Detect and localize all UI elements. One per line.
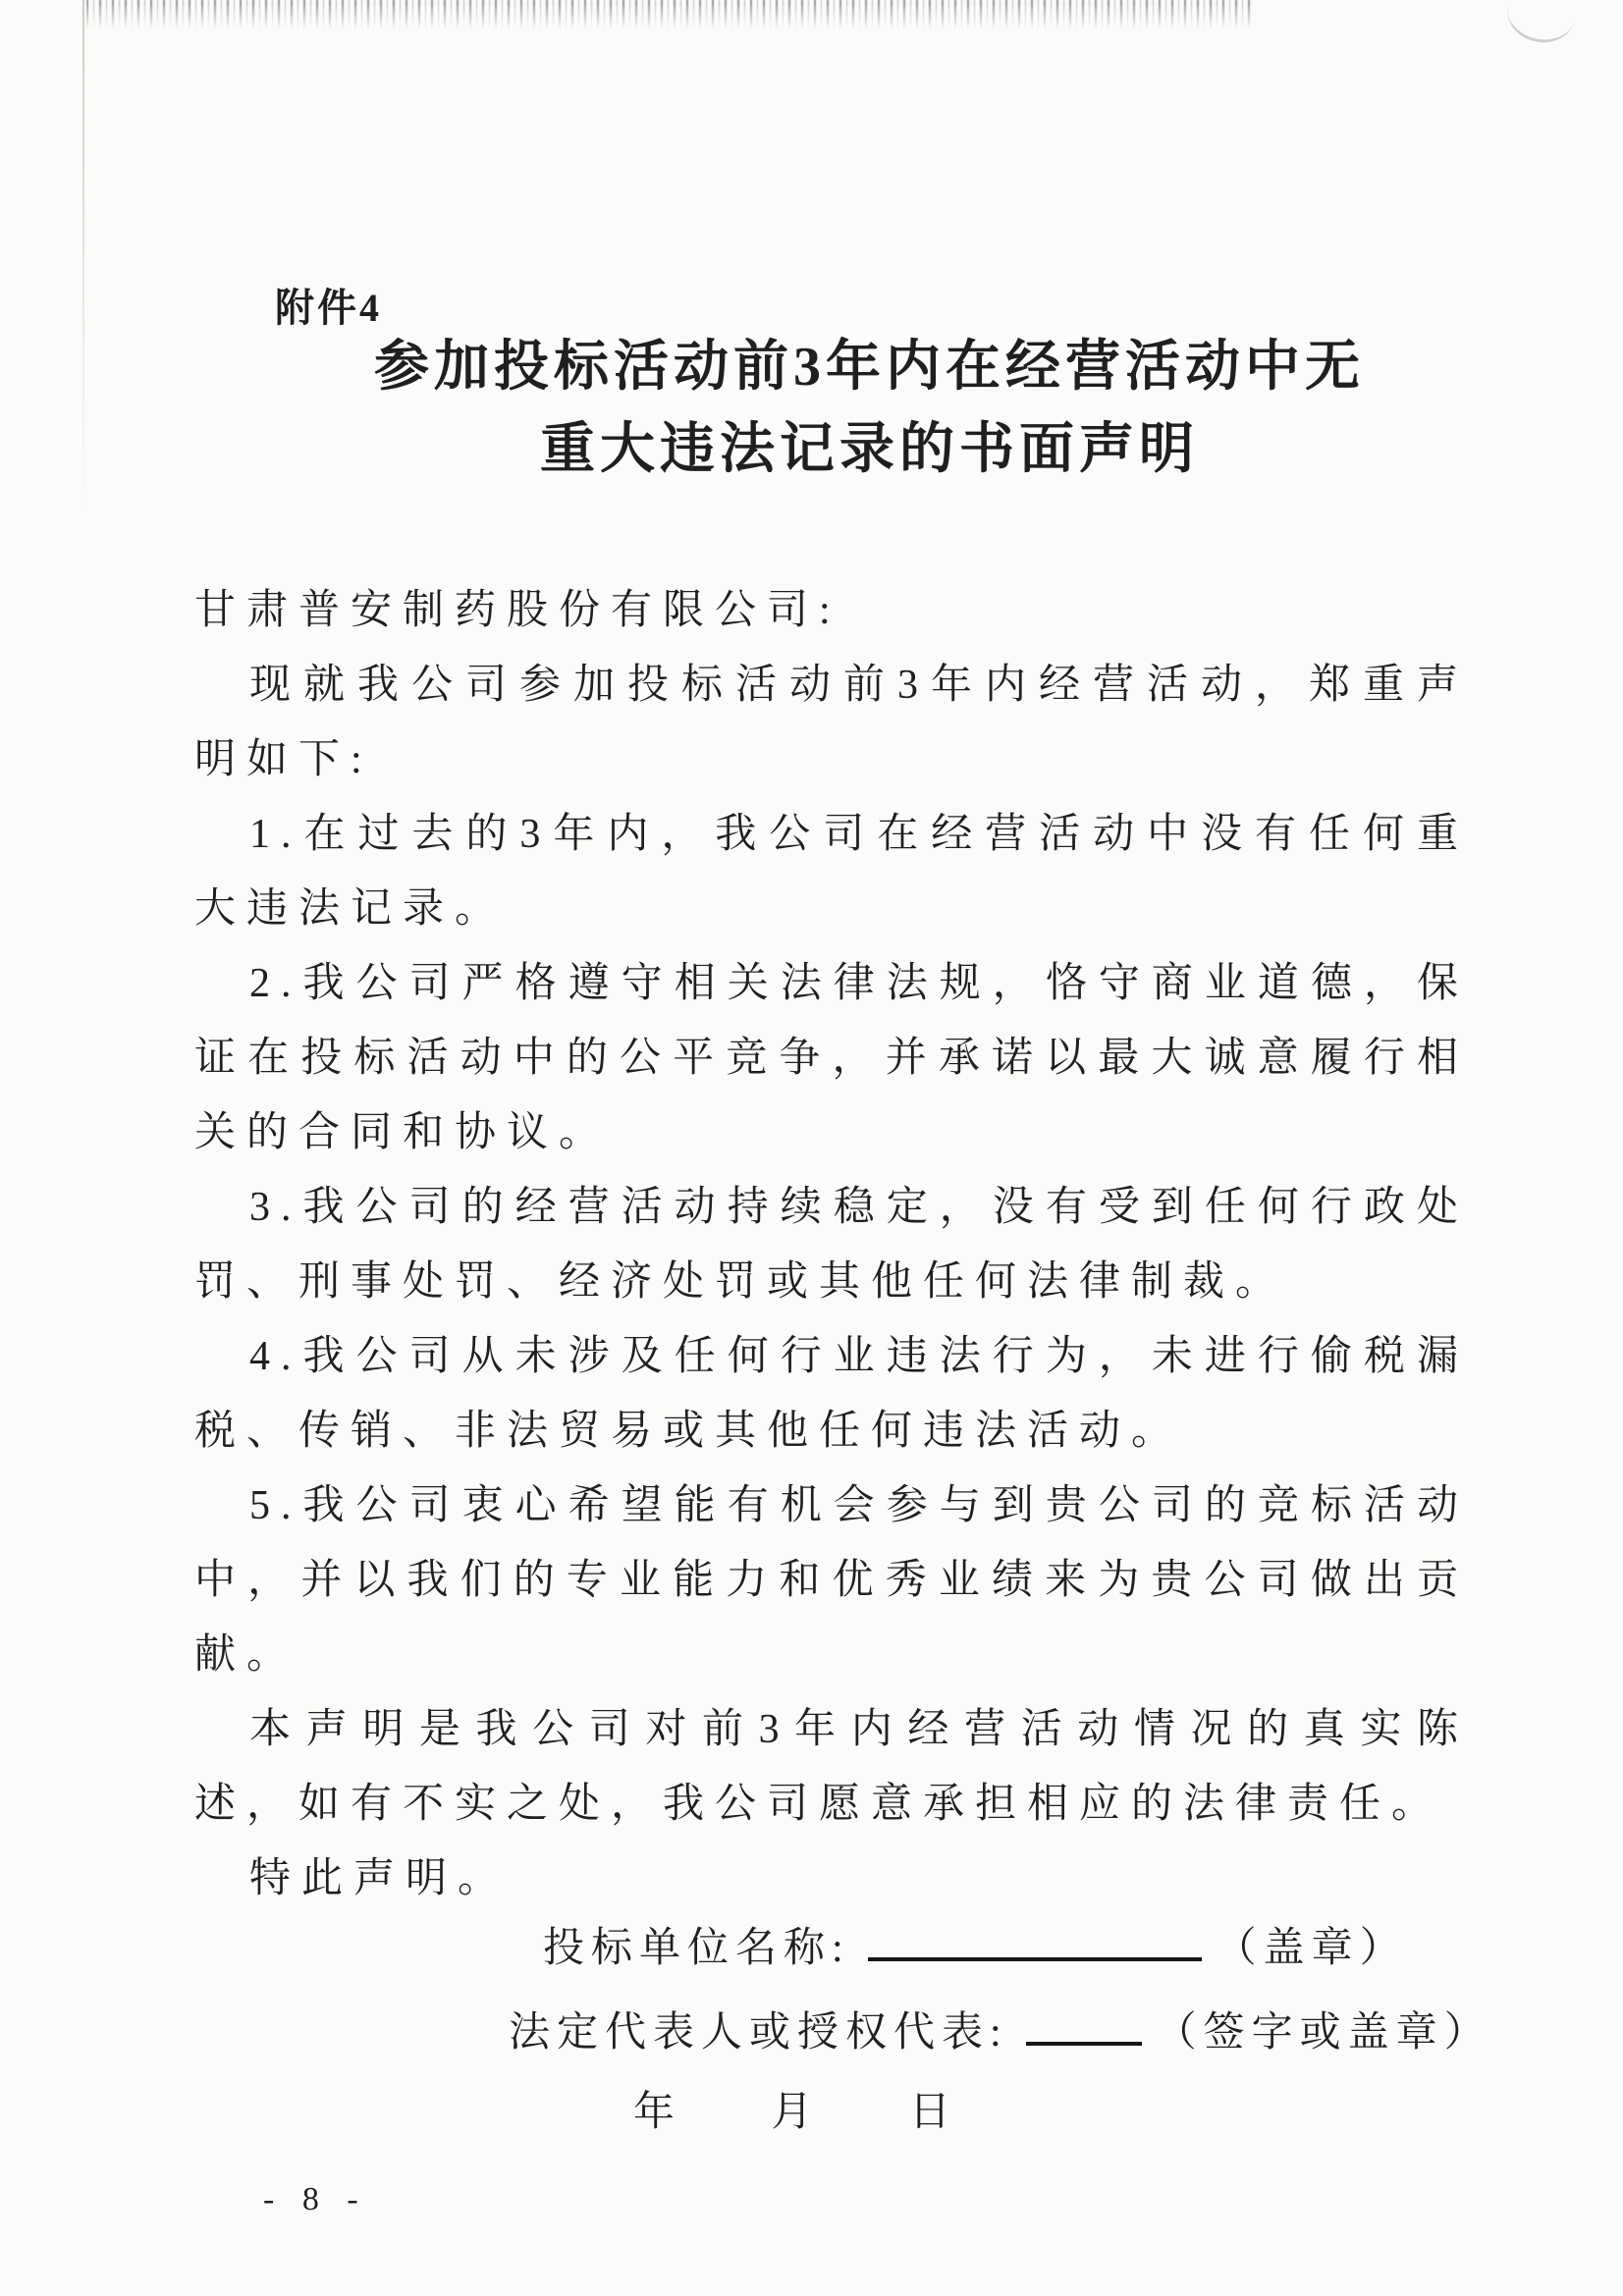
paragraph-item-3: 3.我公司的经营活动持续稳定，没有受到任何行政处罚、刑事处罚、经济处罚或其他任何法律制裁。 — [194, 1185, 1469, 1305]
title-line-1: 参加投标活动前3年内在经营活动中无 — [374, 337, 1365, 398]
date-month-label: 月 — [771, 2090, 813, 2135]
paragraph-intro: 现就我公司参加投标活动前3年内经营活动，郑重声明如下: — [194, 663, 1469, 782]
scan-corner-artifact — [1501, 0, 1581, 49]
date-year-label: 年 — [633, 2090, 676, 2135]
addressee: 甘肃普安制药股份有限公司: — [194, 588, 841, 633]
paragraph-closing-statement: 本声明是我公司对前3年内经营活动情况的真实陈述，如有不实之处，我公司愿意承担相应的法律责任。 — [194, 1707, 1469, 1827]
paragraph-final-declaration: 特此声明。 — [249, 1856, 511, 1901]
paragraph-item-1: 1.在过去的3年内，我公司在经营活动中没有任何重大违法记录。 — [194, 812, 1469, 932]
representative-fill-line — [1026, 1997, 1142, 2046]
date-day-label: 日 — [909, 2090, 951, 2135]
document-body — [194, 573, 1469, 1916]
representative-seal-note: （签字或盖章） — [1155, 2010, 1492, 2056]
paragraph-item-2: 2.我公司严格遵守相关法律法规，恪守商业道德，保证在投标活动中的公平竞争，并承诺以最大诚意履行相关的合同和协议。 — [194, 961, 1469, 1155]
paragraph-item-4: 4.我公司从未涉及任何行业违法行为，未进行偷税漏税、传销、非法贸易或其他任何违法活动。 — [194, 1334, 1469, 1454]
title-line-2: 重大违法记录的书面声明 — [540, 419, 1199, 480]
date-row — [633, 2079, 950, 2138]
page-number: - 8 - — [263, 2181, 368, 2217]
signature-bidder-row — [543, 1912, 1408, 1974]
bidder-name-fill-line — [868, 1912, 1202, 1961]
representative-label: 法定代表人或授权代表: — [509, 2010, 1008, 2056]
paragraph-item-5: 5.我公司衷心希望能有机会参与到贵公司的竞标活动中，并以我们的专业能力和优秀业绩来为贵公司做出贡献。 — [194, 1483, 1469, 1678]
document-title — [0, 326, 1623, 491]
bidder-name-label: 投标单位名称: — [543, 1926, 850, 1971]
attachment-label: 附件4 — [275, 286, 382, 330]
bidder-seal-note: （盖章） — [1215, 1926, 1408, 1971]
signature-representative-row — [509, 1997, 1492, 2058]
scan-edge-artifact-top — [86, 0, 1255, 29]
